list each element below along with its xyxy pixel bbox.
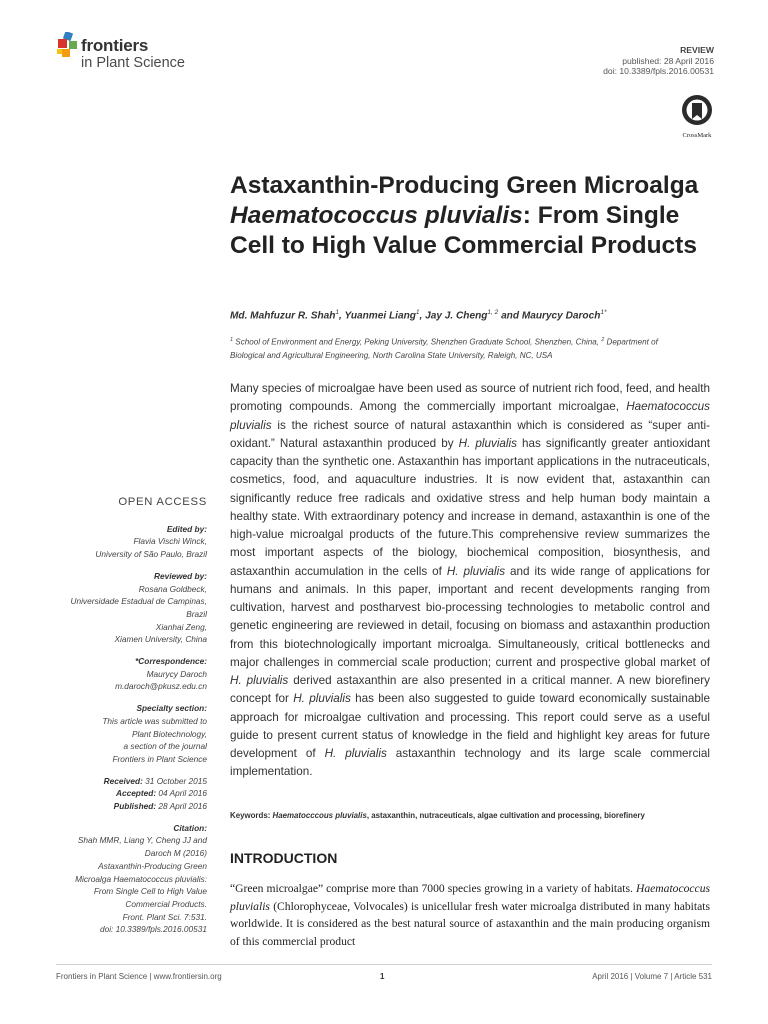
- citation-line: Front. Plant Sci. 7:531.: [122, 911, 207, 922]
- article-meta: [603, 45, 714, 77]
- citation-label: Citation:: [173, 822, 207, 833]
- title-species: Haematococcus pluvialis: [230, 202, 523, 229]
- correspondence-email[interactable]: m.daroch@pkusz.edu.cn: [115, 681, 207, 692]
- reviewer-line: Xiamen University, China: [114, 634, 207, 645]
- received-date: [50, 775, 207, 788]
- citation-line: Commercial Products.: [125, 898, 207, 909]
- specialty-label: Specialty section:: [136, 703, 207, 714]
- abstract-species: Haematococcus pluvialis: [230, 400, 710, 432]
- affiliation-marker: 2: [601, 337, 605, 343]
- keywords-label: Keywords:: [230, 811, 273, 820]
- abstract-species: H. pluvialis: [293, 692, 351, 706]
- abstract-text: astaxanthin technology and its large scale commercial implementation.: [230, 747, 710, 779]
- keywords-species: Haematocccous pluvialis: [272, 811, 367, 820]
- title-part-1: Astaxanthin-Producing Green Microalga: [230, 172, 699, 199]
- crossmark-badge[interactable]: [676, 94, 718, 138]
- intro-species: Haematococcus pluvialis: [230, 882, 710, 913]
- received-value: 31 October 2015: [142, 775, 207, 786]
- correspondence-label: *Correspondence:: [135, 656, 207, 667]
- author-name[interactable]: Yuanmei Liang: [344, 310, 416, 322]
- introduction-text: [230, 880, 710, 950]
- author-affiliation-marker: 1, 2: [487, 309, 499, 316]
- accepted-value: 04 April 2016: [156, 788, 207, 799]
- author-affiliation-marker: 1: [415, 309, 420, 316]
- crossmark-icon: [681, 94, 713, 126]
- author-separator: ,: [419, 310, 426, 322]
- author-separator: and: [498, 310, 522, 322]
- abstract-species: H. pluvialis: [458, 436, 517, 450]
- author-list: [230, 309, 710, 321]
- journal-name: in Plant Science: [81, 55, 185, 71]
- citation-line: Microalga Haematococcus pluvialis:: [75, 873, 207, 884]
- abstract-text: has been also suggested to guide toward economically sustainable approach for microalgae cultivation and processing. This report could serve as a useful guide to present current status of knowledge in the field and highlight key areas for future development of: [230, 692, 710, 760]
- reviewed-by-label: Reviewed by:: [153, 570, 207, 581]
- footer-divider: [56, 964, 712, 965]
- affiliation-1: School of Environment and Energy, Peking University, Shenzhen Graduate School, Shenzhen, China,: [233, 337, 602, 347]
- author-name[interactable]: Jay J. Cheng: [425, 310, 488, 322]
- edited-by-label: Edited by:: [166, 523, 207, 534]
- specialty-line: This article was submitted to: [102, 715, 207, 726]
- received-label: Received:: [103, 775, 143, 786]
- published-label: Published:: [113, 801, 157, 812]
- abstract-species: H. pluvialis: [230, 674, 289, 687]
- keywords-list: , astaxanthin, nutraceuticals, algae cultivation and processing, biorefinery: [366, 811, 645, 820]
- abstract-text: Many species of microalgae have been used as source of nutrient rich food, feed, and health promoting compounds. Among the commercially important microalgae,: [230, 382, 710, 414]
- keywords: [230, 811, 710, 820]
- abstract-text: has significantly greater antioxidant capacity than the synthetic one. Astaxanthin has important applications in the nutraceuticals, cosmetics, food, and aquaculture industries. It is now evident that, astaxanthin can significantly reduce free radicals and oxidative stress and help human body maintain a healthy state. With extraordinary potency and increase in demand, astaxanthin is one of the high-value microalgal products of the future.This comprehensive review summarizes the most important aspects of the biology, biochemical composition, biosynthesis, and astaxanthin accumulation in the cells of: [230, 436, 711, 578]
- affiliation-marker: 1: [230, 337, 234, 343]
- abstract-text: and its wide range of applications for humans and animals. In this paper, important and recent developments ranging from cultivation, harvest and postharvest bio-processing technologies to metabolic control and genetic engineering are reviewed in detail, focusing on biomass and astaxanthin production from this biotechnologically important microalga. Simultaneously, critical bottlenecks and major challenges in commercial scale production; current and prospective global market of: [230, 564, 710, 669]
- citation-line[interactable]: doi: 10.3389/fpls.2016.00531: [99, 924, 207, 935]
- author-name[interactable]: Maurycy Daroch: [521, 310, 601, 322]
- article-sidebar: [50, 496, 207, 945]
- frontiers-logo-icon: [56, 32, 80, 58]
- author-affiliation-marker: 1*: [600, 309, 607, 316]
- specialty-block: [50, 702, 207, 766]
- specialty-line: Plant Biotechnology,: [131, 728, 207, 739]
- accepted-label: Accepted:: [115, 788, 157, 799]
- journal-logo: [56, 32, 216, 82]
- abstract: [230, 380, 710, 782]
- specialty-line: Frontiers in Plant Science: [112, 753, 207, 764]
- editor-affiliation: University of São Paulo, Brazil: [95, 549, 207, 560]
- specialty-line: a section of the journal: [123, 741, 207, 752]
- affiliations: [230, 334, 690, 363]
- edited-by-block: [50, 523, 207, 561]
- author-separator: ,: [339, 310, 345, 322]
- author-affiliation-marker: 1: [335, 309, 340, 316]
- citation-line: From Single Cell to High Value: [93, 886, 207, 897]
- crossmark-label: CrossMark: [682, 132, 712, 139]
- abstract-species: H. pluvialis: [446, 564, 506, 578]
- reviewer-line: Brazil: [186, 608, 207, 619]
- citation-line: Astaxanthin-Producing Green: [98, 860, 207, 871]
- brand-name: frontiers: [81, 36, 149, 55]
- accepted-date: [50, 787, 207, 800]
- reviewer-line: Xianhai Zeng,: [155, 621, 207, 632]
- page-number: 1: [380, 972, 385, 981]
- author-name[interactable]: Md. Mahfuzur R. Shah: [230, 310, 336, 322]
- citation-block: [50, 822, 207, 936]
- reviewer-line: Universidade Estadual de Campinas,: [70, 596, 207, 607]
- abstract-species: H. pluvialis: [324, 747, 387, 760]
- citation-line: Daroch M (2016): [144, 848, 207, 859]
- footer-volume-info: April 2016 | Volume 7 | Article 531: [592, 972, 712, 981]
- reviewer-line: Rosana Goldbeck,: [138, 583, 207, 594]
- editor-name: Flavia Vischi Winck,: [133, 536, 207, 547]
- published-date: published: 28 April 2016: [622, 55, 714, 66]
- open-access-label: OPEN ACCESS: [118, 496, 207, 508]
- reviewed-by-block: [50, 570, 207, 646]
- abstract-text: derived astaxanthin are also presented in a critical manner. A new biorefinery concept for: [230, 674, 710, 706]
- affiliation-2: Department of Biological and Agricultural Engineering, North Carolina State University, Raleigh, NC, USA: [230, 337, 658, 361]
- published-date-side: [50, 800, 207, 813]
- title-part-2: : From Single Cell to High Value Commercial Products: [230, 202, 697, 259]
- abstract-text: is the richest source of natural astaxanthin which is considered as “super anti-oxidant.” Natural astaxanthin produced by: [230, 418, 710, 450]
- published-value: 28 April 2016: [156, 801, 207, 812]
- article-doi[interactable]: doi: 10.3389/fpls.2016.00531: [603, 66, 714, 76]
- intro-text: (Chlorophyceae, Volvocales) is unicellular fresh water microalga distributed in many habitats worldwide. It is considered as the best natural source of astaxanthin and the main producing organism of this commercial product: [230, 899, 710, 948]
- section-heading-introduction: INTRODUCTION: [230, 850, 338, 866]
- citation-line: Shah MMR, Liang Y, Cheng JJ and: [77, 835, 207, 846]
- article-type: REVIEW: [680, 45, 714, 55]
- footer-journal[interactable]: Frontiers in Plant Science | www.frontiersin.org: [56, 972, 222, 981]
- article-title: [230, 171, 710, 261]
- correspondence-name: Maurycy Daroch: [146, 668, 207, 679]
- dates-block: [50, 775, 207, 813]
- intro-text: “Green microalgae” comprise more than 7000 species growing in a variety of habitats.: [230, 882, 636, 895]
- correspondence-block: [50, 655, 207, 693]
